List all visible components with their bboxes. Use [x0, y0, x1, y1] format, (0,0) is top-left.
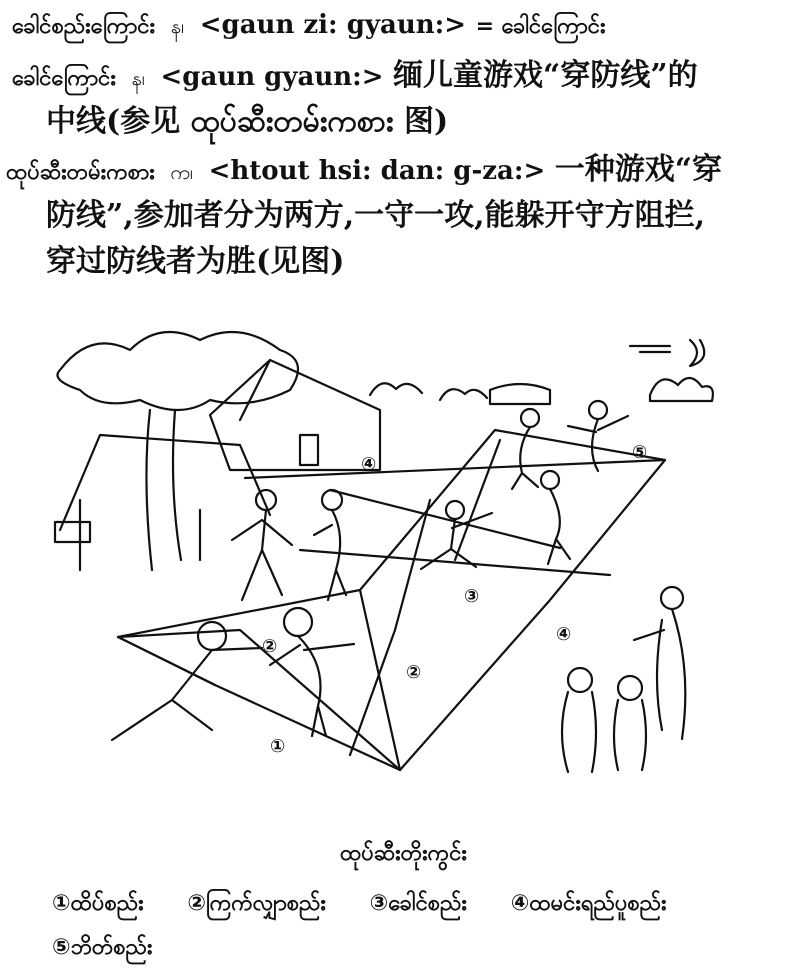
legend-item-4: ④ထမင်းရည်ပူစည်း — [510, 891, 667, 916]
marker-4: ④ — [361, 454, 377, 475]
figure-legend-line-2 — [52, 932, 188, 965]
entry-pos: န၊ — [170, 14, 185, 38]
entry-definition-continued: 穿过防线者为胜(见图) — [46, 244, 345, 279]
legend-item-1: ①ထိပ်စည်း — [52, 891, 144, 916]
entry-pos: န၊ — [131, 66, 145, 90]
court-outline — [118, 430, 665, 770]
marker-1: ① — [270, 736, 286, 757]
dictionary-entry-2 — [12, 54, 807, 101]
dictionary-entry-3 — [6, 148, 807, 195]
legend-item-3: ③ခေါင်စည်း — [369, 891, 468, 916]
legend-item-2: ②ကြက်လျှာစည်း — [187, 891, 326, 916]
marker-3: ③ — [464, 586, 480, 607]
moon-icon — [690, 340, 704, 366]
marker-5: ⑤ — [632, 442, 648, 463]
legend-item-5: ⑤ဘိတ်စည်း — [52, 935, 153, 960]
entry-romanization: <htout hsi: dan: g-za:> — [208, 156, 546, 186]
entry-definition: = ခေါင်ကြောင်း — [475, 14, 606, 39]
entry-headword: ခေါင်စည်းကြောင်း — [12, 14, 156, 39]
dictionary-entry-1 — [12, 2, 807, 49]
entry-definition: 缅儿童游戏“穿防线”的 — [393, 58, 698, 93]
marker-2b: ② — [406, 662, 422, 683]
figure-legend-line-1 — [52, 888, 703, 921]
figure-title: ထုပ်ဆီးတိုးကွင်း — [340, 841, 467, 866]
marker-4b: ④ — [556, 624, 572, 645]
entry-definition-continued: 中线(参见 ထုပ်ဆီးတမ်းကစား 图) — [46, 104, 449, 139]
entry-pos: က၊ — [170, 160, 194, 184]
marker-2: ② — [262, 636, 278, 657]
player-figures — [112, 401, 685, 772]
entry-headword: ခေါင်ကြောင်း — [12, 66, 116, 91]
entry-romanization: <gaun zi: gyaun:> — [199, 10, 467, 40]
entry-definition-continued: 防线”,参加者分为两方,一守一攻,能躲开守方阻拦, — [46, 198, 706, 233]
entry-definition: 一种游戏“穿 — [554, 152, 723, 187]
entry-romanization: <gaun gyaun:> — [160, 62, 384, 92]
game-field-illustration — [0, 300, 807, 800]
entry-headword: ထုပ်ဆီးတမ်းကစား — [6, 160, 155, 185]
